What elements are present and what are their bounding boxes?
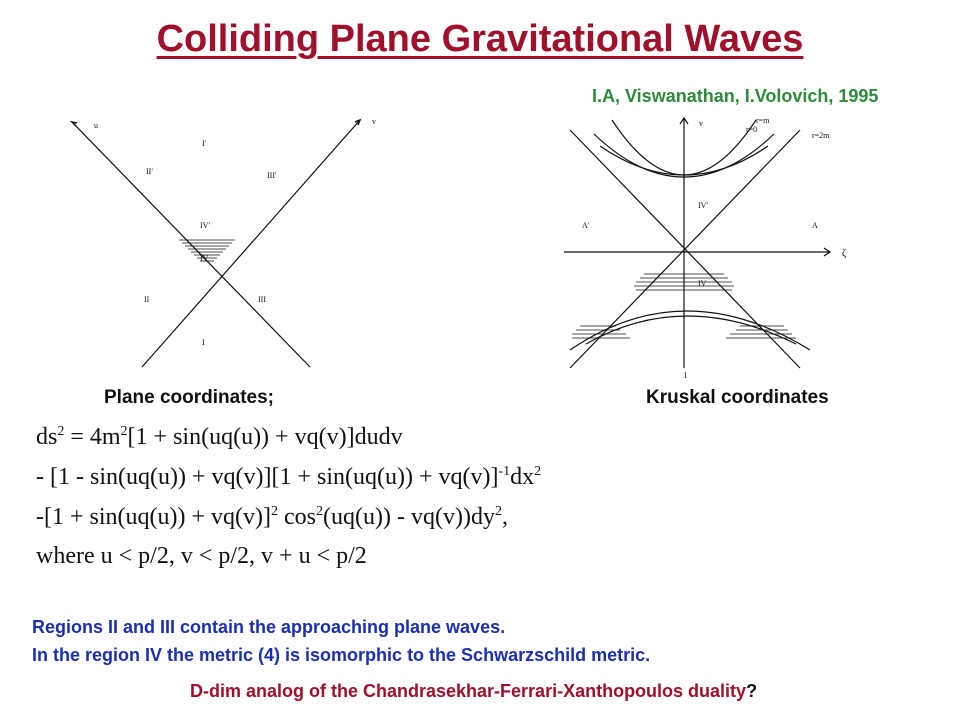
metric-equation-line-1: $ds^2 = 4m^2[1 + \sin(uq(u))$ + vq(v)]dudv bbox=[36, 424, 403, 450]
region-label-left: A' bbox=[582, 221, 590, 230]
authors-citation: I.A, Viswanathan, I.Volovich, 1995 bbox=[592, 86, 879, 106]
metric-equation-line-2: - $[1 - \sin(uq(u)) + vq(v)][1 + \sin(uq(u)) + vq(v)]^{-1}dx^2$ bbox=[36, 464, 542, 490]
r0-label: r=0 bbox=[746, 125, 758, 134]
question-mark: ? bbox=[746, 681, 758, 701]
kruskal-coordinates-caption: Kruskal coordinates bbox=[646, 387, 829, 408]
plane-coordinates-caption: Plane coordinates; bbox=[104, 387, 274, 408]
v-axis-label: v bbox=[372, 117, 376, 126]
plane-coordinates-diagram bbox=[60, 112, 390, 372]
region-label-left-upper: II' bbox=[146, 167, 153, 176]
region-label-center-upper: IV' bbox=[200, 221, 210, 230]
note-region-iv: In the region IV the metric (4) is isomorphic to the Schwarzschild metric. bbox=[32, 645, 651, 665]
slide-title: Colliding Plane Gravitational Waves bbox=[156, 18, 804, 60]
kruskal-coordinates-diagram bbox=[560, 112, 850, 382]
duality-question bbox=[190, 681, 757, 702]
u-axis-label: u bbox=[94, 121, 98, 130]
metric-equation-condition: where u < p/2, v < p/2, v + u < p/2 bbox=[36, 543, 367, 569]
v-axis-label: v bbox=[699, 119, 703, 128]
region-label-right-lower: III bbox=[258, 295, 266, 304]
zeta-axis-label: ζ bbox=[842, 248, 847, 259]
region-label-right: A bbox=[812, 221, 818, 230]
duality-question-text: D-dim analog of the Chandrasekhar-Ferrari-Xanthopoulos duality bbox=[190, 681, 747, 701]
region-label-lower: IV bbox=[698, 279, 707, 288]
region-label-bottom: I bbox=[684, 371, 687, 380]
region-label-center-lower: IV bbox=[200, 254, 209, 263]
note-regions: Regions II and III contain the approaching plane waves. bbox=[32, 617, 506, 637]
u-arrowhead bbox=[72, 122, 77, 126]
region-label-bottom: I bbox=[202, 338, 205, 347]
region-label-left-lower: II bbox=[144, 295, 150, 304]
region-label-right-upper: III' bbox=[267, 171, 277, 180]
v-null-line bbox=[142, 120, 360, 367]
rm-label: r=m bbox=[756, 116, 770, 125]
region-label-upper: IV' bbox=[698, 201, 708, 210]
region-label-top: I' bbox=[202, 139, 207, 148]
metric-equation-line-3: $-[1 + \sin(uq(u)) + vq(v)]^2$ $\cos^2(uq(u)) - vq(v))dy^2$, bbox=[36, 504, 508, 530]
u-null-line bbox=[72, 122, 310, 367]
r2m-label: r=2m bbox=[812, 131, 830, 140]
